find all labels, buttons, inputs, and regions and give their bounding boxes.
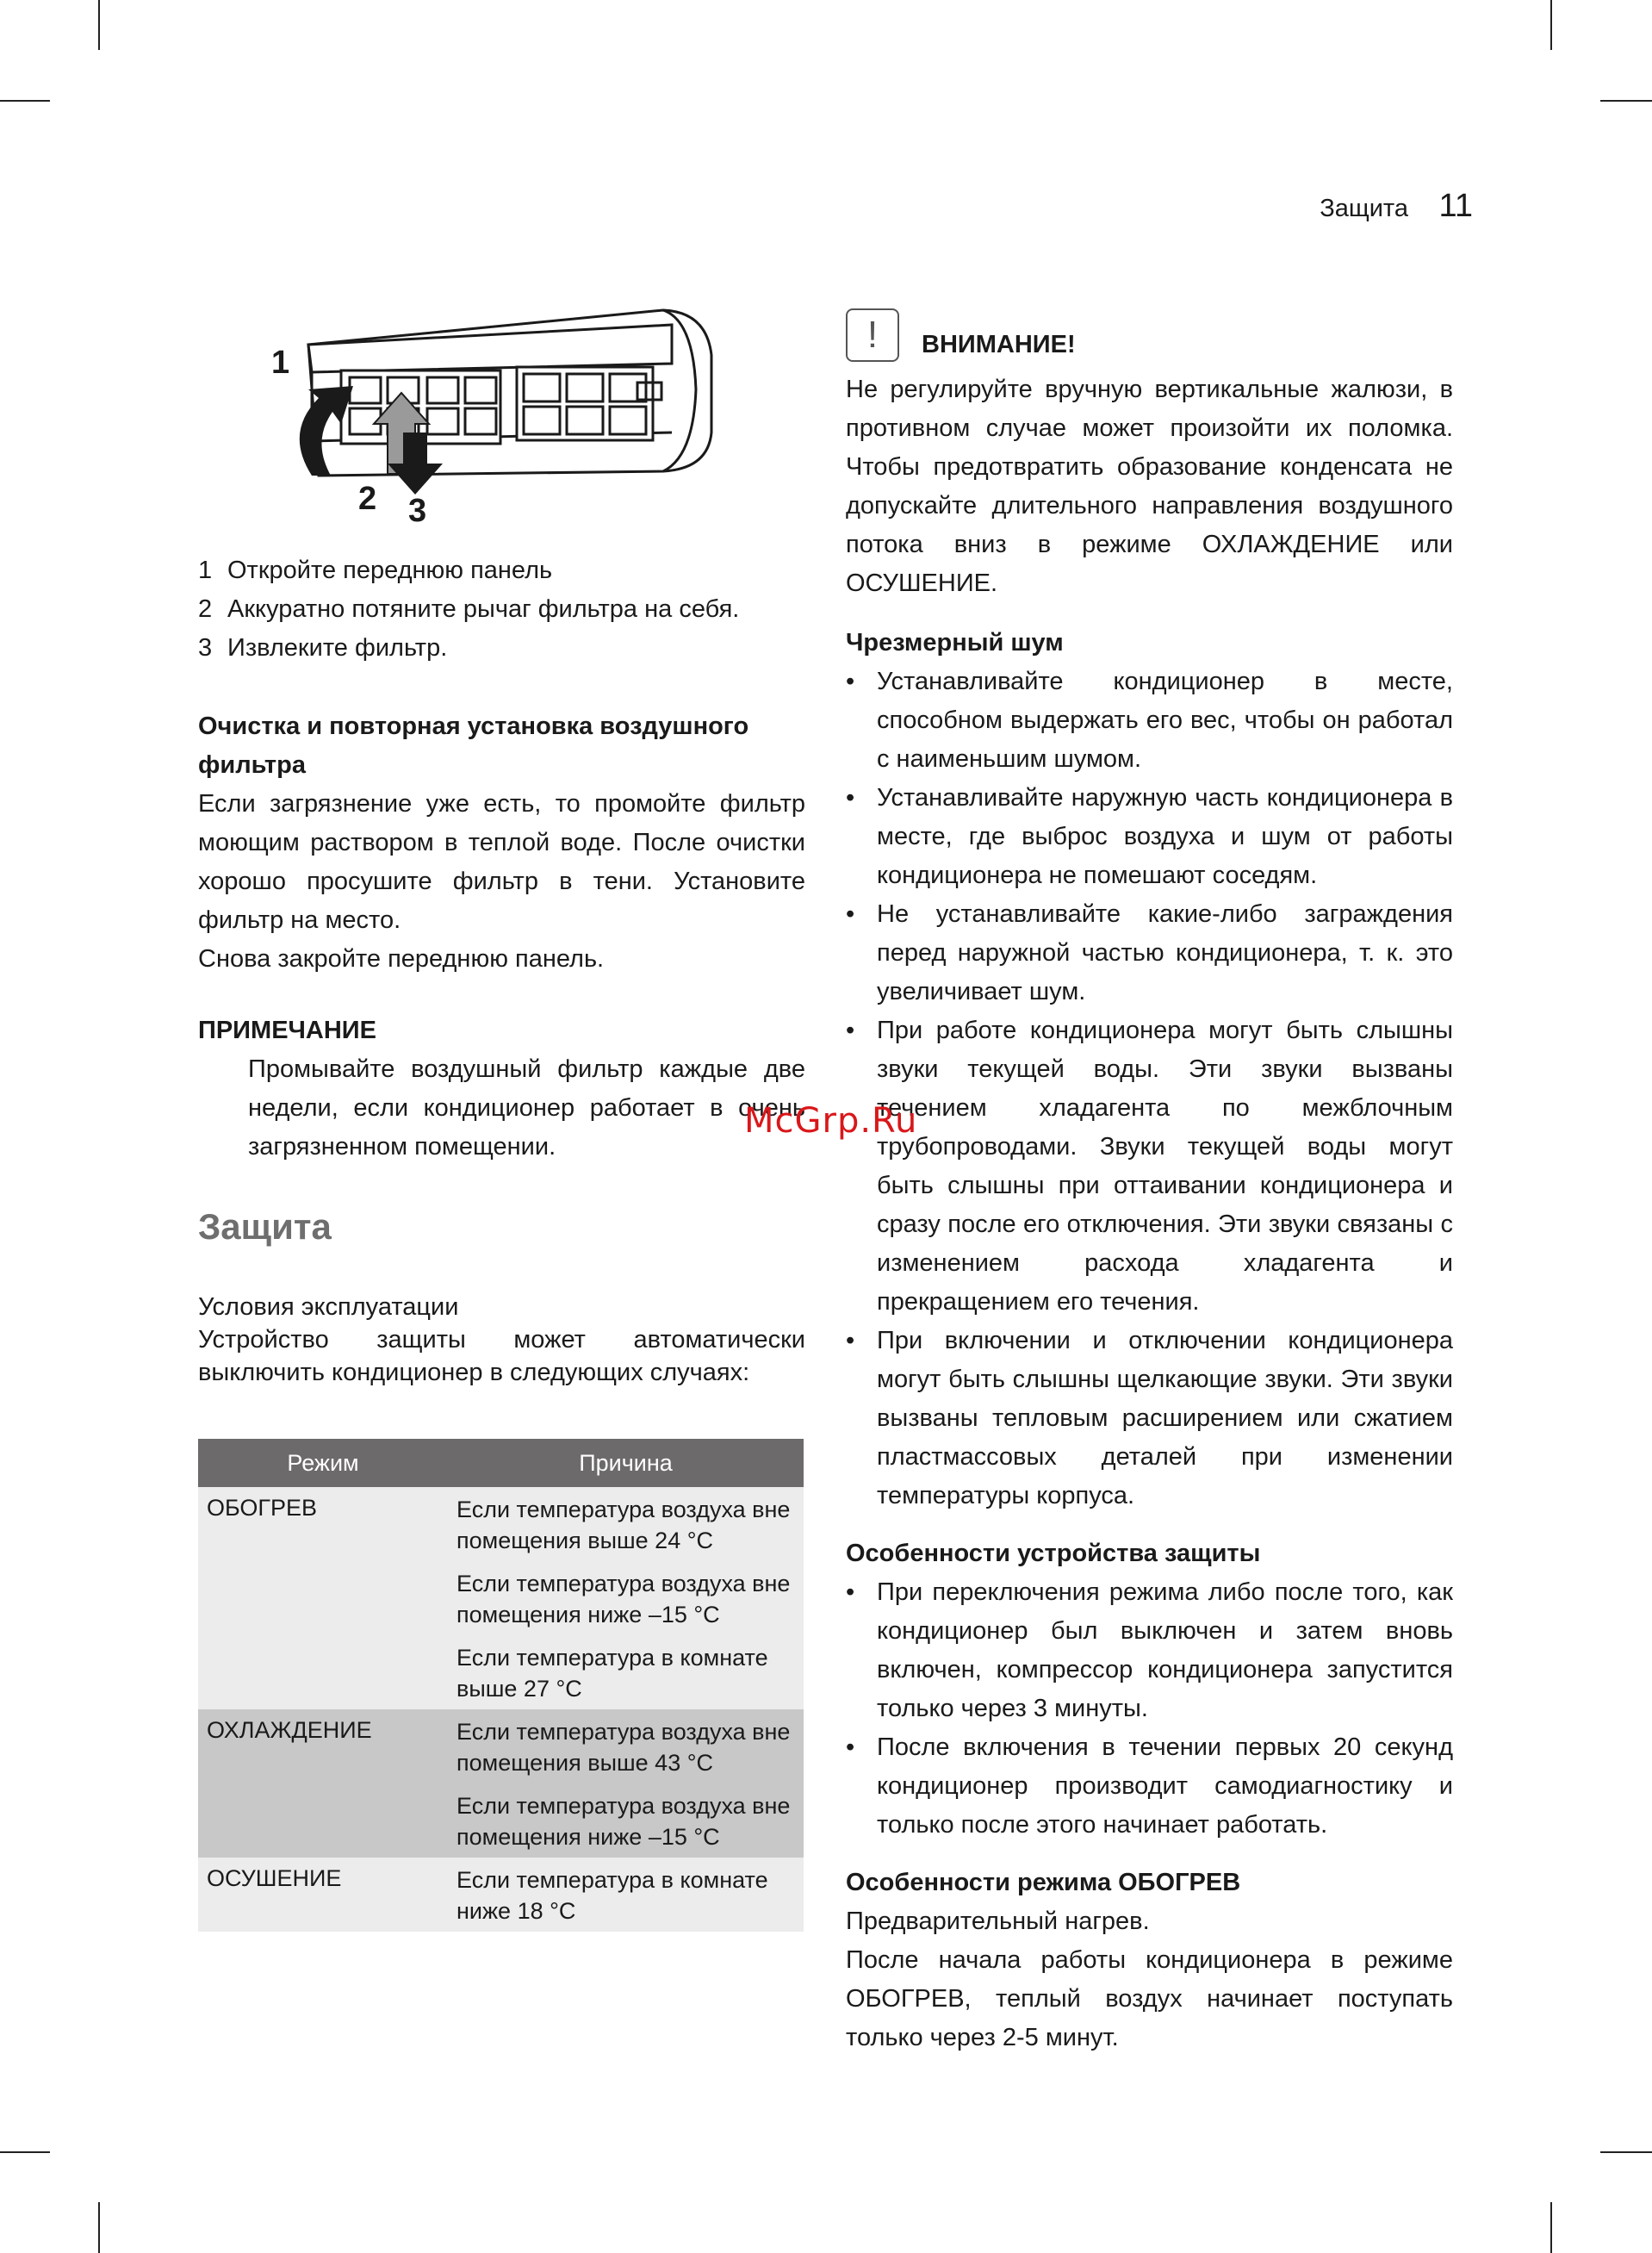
warning-title: ВНИМАНИЕ! bbox=[922, 331, 1076, 358]
figure-label-2: 2 bbox=[358, 481, 377, 517]
step-item: 3 Извлеките фильтр. bbox=[198, 634, 448, 662]
heating-paragraph: После начала работы кондиционера в режиме ОБОГРЕВ, теплый воздух начинает поступать только через 2-5 минут. bbox=[846, 1946, 1453, 2051]
cause-cell: Если температура воздуха вне помещения ниже –15 °C bbox=[456, 1571, 791, 1628]
table-row bbox=[198, 1709, 804, 1783]
crop-mark bbox=[1550, 2202, 1552, 2253]
heating-preheat: Предварительный нагрев. bbox=[846, 1908, 1150, 1935]
list-item: • При переключения режима либо после того, как кондиционер был выключен и затем вновь включен, компрессор кондиционера запустится только через 3 минуты. bbox=[846, 1578, 1453, 1722]
table-header-row bbox=[198, 1439, 804, 1487]
figure-label-1: 1 bbox=[271, 345, 290, 381]
crop-mark bbox=[1550, 0, 1552, 50]
page-number: 11 bbox=[1438, 188, 1473, 224]
cause-cell: Если температура воздуха вне помещения ниже –15 °C bbox=[456, 1793, 791, 1850]
left-column bbox=[198, 551, 805, 1932]
crop-mark bbox=[1600, 2151, 1652, 2153]
list-item: • При работе кондиционера могут быть слышны звуки текущей воды. Эти звуки вызваны течением хладагента по межблочным трубопроводами. Звуки текущей воды могут быть слышны при оттаивании кондиционера и сразу после его отключения. Эти звуки связаны с изменением расхода хладагента и прекращением его течения. bbox=[846, 1017, 1453, 1316]
cleaning-paragraph: Если загрязнение уже есть, то промойте фильтр моющим раствором в теплой воде. После очистки хорошо просушите фильтр в тени. Установите фильтр на место. bbox=[198, 790, 805, 934]
crop-mark bbox=[0, 100, 50, 102]
crop-mark bbox=[1600, 100, 1652, 102]
warning-icon: ! bbox=[846, 308, 899, 362]
running-header-section: Защита bbox=[1320, 195, 1408, 222]
mode-cell: ОСУШЕНИЕ bbox=[207, 1865, 342, 1891]
list-item: • После включения в течении первых 20 секунд кондиционер производит самодиагностику и только после этого начинает работать. bbox=[846, 1733, 1453, 1839]
table-row bbox=[198, 1858, 804, 1932]
note-text: Промывайте воздушный фильтр каждые две недели, если кондиционер работает в очень загрязненном помещении. bbox=[248, 1055, 805, 1161]
protection-table bbox=[198, 1439, 804, 1932]
heating-heading: Особенности режима ОБОГРЕВ bbox=[846, 1869, 1241, 1896]
conditions-subtitle: Условия эксплуатации bbox=[198, 1293, 459, 1321]
crop-mark bbox=[98, 2202, 100, 2253]
step-item: 2 Аккуратно потяните рычаг фильтра на себя. bbox=[198, 595, 740, 623]
step-item: 1 Откройте переднюю панель bbox=[198, 557, 553, 584]
table-row bbox=[198, 1487, 804, 1561]
crop-mark bbox=[98, 0, 100, 50]
steps-list bbox=[198, 551, 805, 668]
mode-cell: ОБОГРЕВ bbox=[207, 1495, 318, 1521]
protection-intro: Устройство защиты может автоматически выключить кондиционер в следующих случаях: bbox=[198, 1326, 805, 1386]
watermark: McGrp.Ru bbox=[744, 1101, 918, 1141]
crop-mark bbox=[0, 2151, 50, 2153]
filter-removal-illustration bbox=[258, 303, 741, 536]
list-item: • Не устанавливайте какие-либо заграждения перед наружной частью кондиционера, т. к. это увеличивает шум. bbox=[846, 900, 1453, 1005]
table-header-mode: Режим bbox=[198, 1439, 448, 1487]
noise-heading: Чрезмерный шум bbox=[846, 629, 1064, 657]
list-item: • При включении и отключении кондиционера могут быть слышны щелкающие звуки. Эти звуки вызваны тепловым расширением или сжатием пластмассовых деталей при изменении температуры корпуса. bbox=[846, 1327, 1453, 1509]
section-title: Защита bbox=[198, 1206, 332, 1247]
cause-cell: Если температура в комнате ниже 18 °C bbox=[456, 1867, 768, 1924]
warning-header bbox=[846, 295, 1453, 362]
mode-cell: ОХЛАЖДЕНИЕ bbox=[207, 1717, 372, 1743]
cleaning-heading: Очистка и повторная установка воздушного фильтра bbox=[198, 713, 749, 779]
table-header-cause: Причина bbox=[448, 1439, 804, 1487]
list-item: • Устанавливайте наружную часть кондиционера в месте, где выброс воздуха и шум от работы кондиционера не помешают соседям. bbox=[846, 784, 1453, 889]
figure-label-3: 3 bbox=[408, 493, 427, 529]
list-item: • Устанавливайте кондиционер в месте, способном выдержать его вес, чтобы он работал с наименьшим шумом. bbox=[846, 668, 1453, 773]
note-heading: ПРИМЕЧАНИЕ bbox=[198, 1017, 376, 1044]
noise-list bbox=[846, 663, 1453, 1515]
device-heading: Особенности устройства защиты bbox=[846, 1540, 1261, 1567]
cleaning-paragraph-close: Снова закройте переднюю панель. bbox=[198, 945, 605, 973]
cause-cell: Если температура воздуха вне помещения выше 24 °C bbox=[456, 1497, 791, 1553]
warning-text: Не регулируйте вручную вертикальные жалюзи, в противном случае может произойти их поломка. Чтобы предотвратить образование конденсата не допускайте длительного направления воздушного потока вниз в режиме ОХЛАЖДЕНИЕ или ОСУШЕНИЕ. bbox=[846, 376, 1453, 597]
device-list bbox=[846, 1573, 1453, 1845]
right-column bbox=[846, 295, 1453, 2057]
cause-cell: Если температура воздуха вне помещения выше 43 °C bbox=[456, 1719, 791, 1776]
cause-cell: Если температура в комнате выше 27 °C bbox=[456, 1645, 768, 1702]
